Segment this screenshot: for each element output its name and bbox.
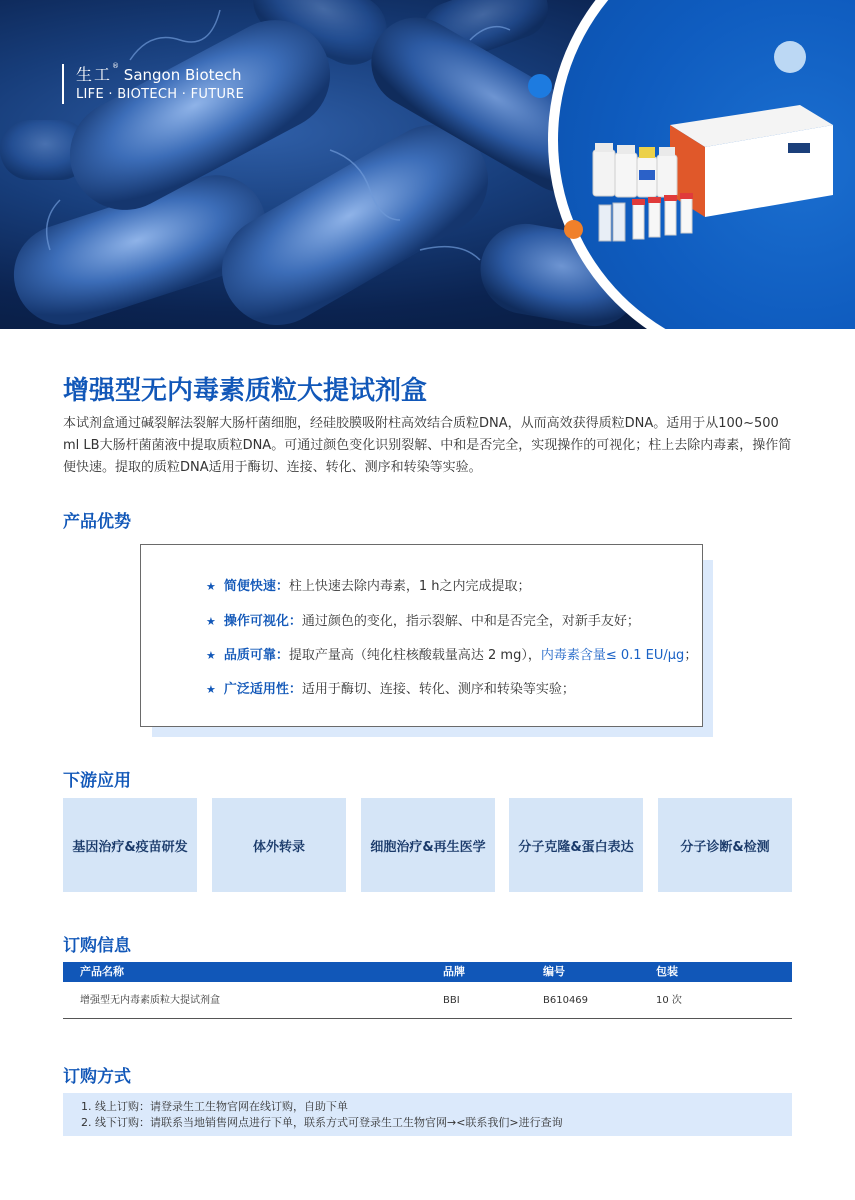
brand-cell: BBI: [443, 995, 460, 1006]
product-title: 增强型无内毒素质粒大提试剂盒: [63, 376, 428, 406]
hero-banner: [0, 0, 855, 329]
advantages-heading: 产品优势: [63, 512, 131, 532]
advantage-text: 适用于酶切、连接、转化、测序和转染等实验；: [301, 682, 575, 697]
advantage-item: [206, 610, 640, 629]
application-card: 基因治疗&疫苗研发: [63, 798, 197, 892]
column-header: 编号: [543, 965, 565, 978]
product-intro: 本试剂盒通过碱裂解法裂解大肠杆菌细胞，经硅胶膜吸附柱高效结合质粒DNA，从而高效获得质粒DNA。适用于从100~500 ml LB大肠杆菌菌液中提取质粒DNA。可通过颜色变化识别裂解、中和是否完全，实现操作的可视化；柱上去除内毒素，操作简便快速。提取的质粒DNA适用于酶切、连接、转化、测序和转染等实验。: [63, 416, 792, 475]
star-icon: ★: [206, 615, 216, 628]
advantage-label: 品质可靠：: [223, 648, 289, 663]
catalog-number-cell: B610469: [543, 995, 589, 1006]
logo-name: [76, 62, 242, 85]
logo-divider: [62, 64, 64, 104]
advantage-label: 广泛适用性：: [223, 682, 302, 697]
star-icon: ★: [206, 683, 216, 696]
table-row: [63, 982, 792, 1019]
order-method-line: 2. 线下订购：请联系当地销售网点进行下单，联系方式可登录生工生物官网→<联系我们>进行查询: [81, 1116, 563, 1129]
order-method-line: 1. 线上订购：请登录生工生物官网在线订购，自助下单: [81, 1100, 348, 1113]
application-card: 分子诊断&检测: [658, 798, 792, 892]
logo-en-name: Sangon Biotech: [123, 66, 242, 84]
logo-registered: ®: [112, 62, 120, 70]
advantages-panel: [140, 544, 703, 727]
order-method-heading: 订购方式: [63, 1067, 131, 1087]
star-icon: ★: [206, 580, 216, 593]
advantage-highlight: 内毒素含量≤ 0.1 EU/μg: [540, 648, 685, 663]
applications-heading: 下游应用: [63, 771, 131, 791]
application-card: 细胞治疗&再生医学: [361, 798, 495, 892]
application-card: 分子克隆&蛋白表达: [509, 798, 643, 892]
advantage-item: [206, 644, 697, 663]
advantage-text: 提取产量高（纯化柱核酸载量高达 2 mg），: [288, 648, 541, 663]
order-table: [63, 962, 792, 1019]
order-info-heading: 订购信息: [63, 936, 131, 956]
table-header: [63, 962, 792, 982]
kit-product-image: [585, 95, 835, 255]
product-name-cell: 增强型无内毒素质粒大提试剂盒: [80, 995, 220, 1006]
column-header: 品牌: [443, 965, 465, 978]
application-card: 体外转录: [212, 798, 346, 892]
advantage-item: [206, 575, 531, 594]
package-cell: 10 次: [656, 995, 682, 1006]
star-icon: ★: [206, 649, 216, 662]
logo-tagline: LIFE · BIOTECH · FUTURE: [76, 87, 245, 102]
advantage-label: 简便快速：: [223, 579, 289, 594]
decor-dot-orange: [564, 220, 583, 239]
advantage-item: [206, 678, 575, 697]
decor-dot-light: [774, 41, 806, 73]
decor-dot-blue: [528, 74, 552, 98]
column-header: 产品名称: [80, 965, 124, 978]
advantage-tail: ；: [684, 648, 698, 663]
column-header: 包装: [656, 965, 678, 978]
advantage-text: 通过颜色的变化，指示裂解、中和是否完全，对新手友好；: [301, 614, 640, 629]
advantage-label: 操作可视化：: [223, 614, 302, 629]
order-method-panel: [63, 1093, 792, 1136]
advantage-text: 柱上快速去除内毒素，1 h之内完成提取；: [288, 579, 531, 594]
logo-cn-name: 生工: [76, 65, 113, 84]
